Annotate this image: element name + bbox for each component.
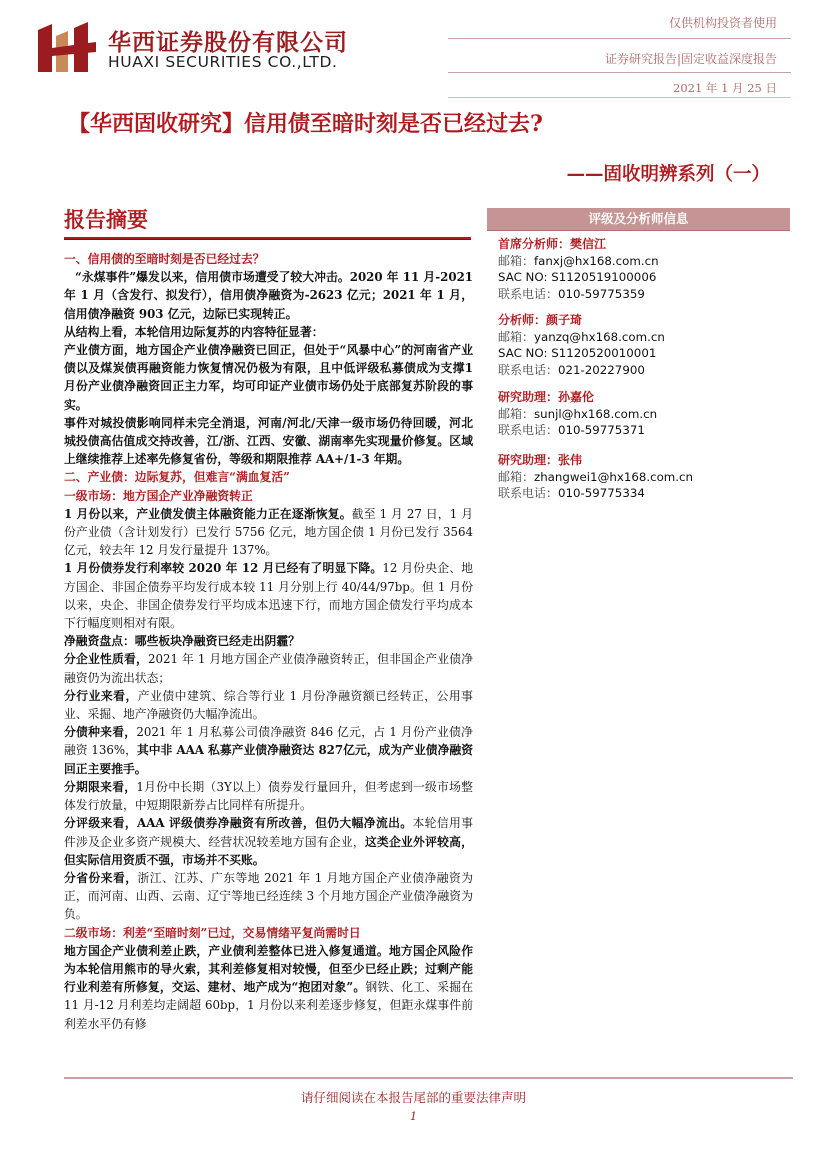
paragraph-text: 浙江、江苏、广东等地 2021 年 1 月地方国企产业债净融资为正，而河南、山西、云南、辽宁等地已经连续 3 个月地方国企产业债净融资为负。 xyxy=(64,870,473,922)
analyst-info-header: 评级及分析师信息 xyxy=(487,208,790,230)
paragraph: “永煤事件”爆发以来，信用债市场遭受了较大冲击。2020 年 11 月-2021 年 1 月（含发行、拟发行），信用债净融资为-2623 亿元；2021 年 1 月，信用债净融资 903 亿元，边际已实现转正。 xyxy=(64,270,473,321)
paragraph-text: 2021 年 1 月私募公司债净融资 846 亿元，占 1 月份产业债净融资 136%， xyxy=(64,725,473,758)
analyst-card xyxy=(498,452,788,502)
section-title: 报告摘要 xyxy=(64,207,148,232)
analyst-info-rule xyxy=(487,230,790,231)
phone-label: 联系电话： xyxy=(498,423,559,437)
analyst-sac: S1120520010001 xyxy=(551,346,657,360)
heading-1: 一、信用债的至暗时刻是否已经过去？ xyxy=(64,252,265,266)
paragraph-text: 本轮信用事件涉及企业多资产规模大、经营状况较差地方国有企业， xyxy=(64,816,473,849)
analyst-email[interactable]: yanzq@hx168.com.cn xyxy=(534,329,665,344)
paragraph xyxy=(64,723,473,778)
header-divider xyxy=(448,38,791,39)
paragraph-lead: 分债种来看， xyxy=(64,725,137,740)
phone-label: 联系电话： xyxy=(498,286,559,301)
paragraph-emphasis: 其中非 AAA 私募产业债净融资达 827亿元，成为产业债净融资回正主要推手。 xyxy=(64,743,473,776)
heading-4: 二级市场：利差“至暗时刻”已过，交易情绪平复尚需时日 xyxy=(64,925,361,940)
paragraph-lead: 分省份来看， xyxy=(64,870,138,885)
paragraph xyxy=(64,505,473,560)
paragraph: 产业债方面，地方国企产业债净融资已回正，但处于“风暴中心”的河南省产业债以及煤炭债再融资能力恢复情况仍极为有限，且中低评级私募债成为支撑1月份产业债净融资回正主力军，均可印证产业债市场仍处于底部复苏阶段的事实。 xyxy=(64,343,473,412)
paragraph xyxy=(64,687,473,723)
email-label: 邮箱： xyxy=(498,406,535,421)
analyst-role: 首席分析师：樊信江 xyxy=(498,237,607,251)
legal-notice: 请仔细阅读在本报告尾部的重要法律声明 xyxy=(300,1090,526,1105)
analyst-role: 分析师：颜子琦 xyxy=(498,313,583,327)
phone-label: 联系电话： xyxy=(498,362,559,377)
analyst-email[interactable]: sunjl@hx168.com.cn xyxy=(534,406,658,421)
company-name-en: HUAXI SECURITIES CO.,LTD. xyxy=(108,53,338,71)
analyst-email[interactable]: zhangwei1@hx168.com.cn xyxy=(534,469,693,484)
analyst-card xyxy=(498,236,788,302)
huaxi-logo-icon xyxy=(38,22,96,72)
analyst-role: 研究助理：张伟 xyxy=(498,453,583,467)
paragraph xyxy=(64,869,473,924)
paragraph xyxy=(64,814,473,869)
email-label: 邮箱： xyxy=(498,469,535,484)
paragraph-lead: 分评级来看，AAA 评级债券净融资有所改善，但仍大幅净流出。 xyxy=(64,816,413,831)
company-name-cn: 华西证券股份有限公司 xyxy=(108,30,348,56)
paragraph-emphasis: 这类企业外评较高，但实际信用资质不强，市场并不买账。 xyxy=(64,834,473,867)
email-label: 邮箱： xyxy=(498,329,535,344)
phone-label: 联系电话： xyxy=(498,486,559,500)
report-date: 2021 年 1 月 25 日 xyxy=(673,81,777,95)
section-rule xyxy=(64,239,471,240)
analyst-email[interactable]: fanxj@hx168.com.cn xyxy=(534,253,659,268)
paragraph: 从结构上看，本轮信用边际复苏的内容特征显著： xyxy=(64,324,324,339)
report-type: 证券研究报告|固定收益深度报告 xyxy=(604,52,777,66)
heading-2: 二、产业债：边际复苏，但难言“满血复活” xyxy=(64,470,290,485)
paragraph-text: 产业债中建筑、综合等行业 1 月份净融资额已经转正，公用事业、采掘、地产净融资仍大幅净流出。 xyxy=(64,688,473,722)
paragraph-lead: 分期限来看， xyxy=(64,779,137,794)
email-label: 邮箱： xyxy=(498,253,535,268)
paragraph-text: 12 月份央企、地方国企、非国企债券平均发行成本较 11 月分别上行 40/44/97bp。但 1 月份以来，央企、非国企债券发行平均成本迅速下行，而地方国企债发行平均成本下行幅度则相对有限。 xyxy=(64,561,474,631)
paragraph-lead: 1 月份债券发行利率较 2020 年 12 月已经有了明显下降。 xyxy=(64,561,383,576)
paragraph: 净融资盘点：哪些板块净融资已经走出阴霾？ xyxy=(64,634,300,649)
paragraph: 事件对城投债影响同样未完全消退，河南/河北/天津一级市场仍待回暖，河北城投债高估值成交持改善，江/浙、江西、安徽、湖南率先实现量价修复。区域上继续推荐上述率先修复省份，等级和期限推荐 AA+/1-3 年期。 xyxy=(64,415,473,467)
header-divider xyxy=(448,97,791,98)
analyst-card xyxy=(498,312,788,378)
sac-label: SAC NO: xyxy=(498,346,548,360)
paragraph-lead: 分行业来看， xyxy=(64,688,138,703)
analyst-phone: 021-20227900 xyxy=(558,362,645,377)
analyst-sac: S1120519100006 xyxy=(551,270,657,284)
sac-label: SAC NO: xyxy=(498,270,548,284)
analyst-role: 研究助理：孙嘉伦 xyxy=(498,390,595,404)
paragraph xyxy=(64,942,473,1033)
paragraph-text: 1月份中长期（3Y以上）债券发行量回升，但考虑到一级市场整体发行放量，中短期限新券占比同样有所提升。 xyxy=(64,779,473,813)
footer-rule xyxy=(64,1077,793,1079)
analyst-card xyxy=(498,389,788,439)
page-number: 1 xyxy=(410,1110,417,1123)
paragraph xyxy=(64,650,473,686)
header-divider xyxy=(448,72,791,73)
paragraph-lead: 地方国企产业债利差止跌，产业债利差整体已进入修复通道。地方国企风险作为本轮信用熊市的导火索，其利差修复相对较慢，但至少已经止跌；过剩产能行业利差有所修复，交运、建材、地产成为“抱团对象”。 xyxy=(64,943,473,995)
paragraph xyxy=(64,778,473,814)
analyst-phone: 010-59775334 xyxy=(558,486,645,500)
abstract-body xyxy=(64,250,473,1033)
paragraph-text: 钢铁、化工、采掘在 11 月-12 月利差均走阔超 60bp，1 月份以来利差逐步修复，但距永煤事件前利差水平仍有修 xyxy=(64,980,473,1031)
paragraph-text: 2021 年 1 月地方国企产业债净融资转正，但非国企产业债净融资仍为流出状态； xyxy=(64,652,473,685)
report-title: 【华西固收研究】信用债至暗时刻是否已经过去? xyxy=(68,111,543,137)
paragraph xyxy=(64,559,473,632)
audience-tag: 仅供机构投资者使用 xyxy=(668,16,777,30)
analyst-phone: 010-59775371 xyxy=(558,423,645,437)
paragraph-text: 截至 1 月 27 日，1 月份产业债（含计划发行）已发行 5756 亿元，地方国企债 1 月份已发行 3564 亿元，较去年 12 月发行量提升 137%。 xyxy=(64,506,473,558)
heading-3: 一级市场：地方国企产业净融资转正 xyxy=(64,488,253,503)
analyst-phone: 010-59775359 xyxy=(558,286,645,301)
paragraph-lead: 1 月份以来，产业债发债主体融资能力正在逐渐恢复。 xyxy=(64,506,352,521)
report-subtitle: ——固收明辨系列（一） xyxy=(566,164,770,185)
paragraph-lead: 分企业性质看， xyxy=(64,652,148,667)
